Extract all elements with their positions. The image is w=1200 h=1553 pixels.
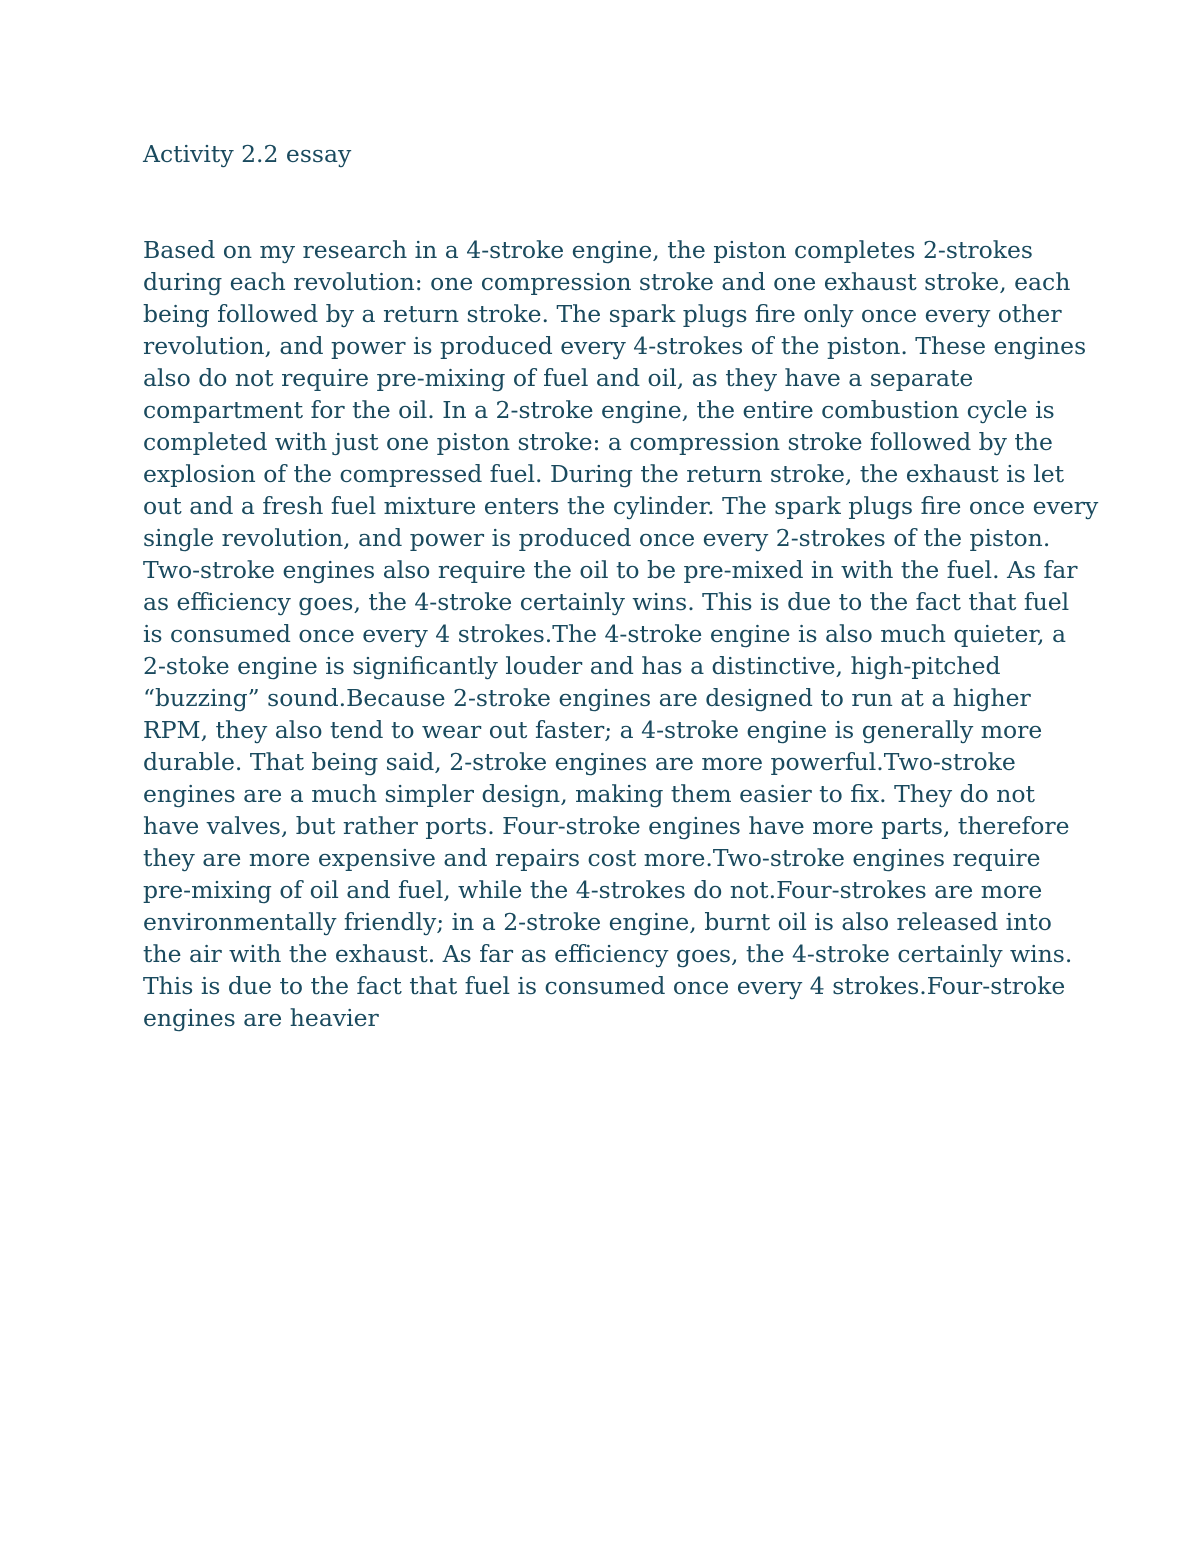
essay-line: completed with just one piston stroke: a compression stroke followed by the: [143, 428, 1053, 456]
essay-line: they are more expensive and repairs cost more.Two-stroke engines require: [143, 844, 1041, 872]
essay-line: during each revolution: one compression stroke and one exhaust stroke, each: [143, 268, 1071, 296]
essay-line: compartment for the oil. In a 2-stroke engine, the entire combustion cycle is: [143, 396, 1055, 424]
essay-line: being followed by a return stroke. The spark plugs fire only once every other: [143, 300, 1062, 328]
essay-line: revolution, and power is produced every 4-strokes of the piston. These engines: [143, 332, 1087, 360]
essay-line: the air with the exhaust. As far as efficiency goes, the 4-stroke certainly wins.: [143, 940, 1073, 968]
essay-line: is consumed once every 4 strokes.The 4-stroke engine is also much quieter, a: [143, 620, 1066, 648]
essay-line: engines are a much simpler design, making them easier to fix. They do not: [143, 780, 1035, 808]
essay-line: pre-mixing of oil and fuel, while the 4-strokes do not.Four-strokes are more: [143, 876, 1043, 904]
essay-line: as efficiency goes, the 4-stroke certainly wins. This is due to the fact that fuel: [143, 588, 1070, 616]
essay-line: This is due to the fact that fuel is consumed once every 4 strokes.Four-stroke: [143, 972, 1066, 1000]
essay-line: Based on my research in a 4-stroke engine, the piston completes 2-strokes: [143, 236, 1033, 264]
essay-line: Two-stroke engines also require the oil to be pre-mixed in with the fuel. As far: [143, 556, 1078, 584]
essay-line: environmentally friendly; in a 2-stroke engine, burnt oil is also released into: [143, 908, 1052, 936]
essay-line: single revolution, and power is produced once every 2-strokes of the piston.: [143, 524, 1051, 552]
essay-line: engines are heavier: [143, 1004, 379, 1032]
essay-line: explosion of the compressed fuel. During the return stroke, the exhaust is let: [143, 460, 1065, 488]
document-title: Activity 2.2 essay: [143, 140, 352, 168]
essay-body: [143, 234, 1099, 1034]
essay-line: out and a fresh fuel mixture enters the cylinder. The spark plugs fire once every: [143, 492, 1099, 520]
essay-line: also do not require pre-mixing of fuel and oil, as they have a separate: [143, 364, 974, 392]
essay-line: 2-stoke engine is significantly louder and has a distinctive, high-pitched: [143, 652, 1001, 680]
essay-line: RPM, they also tend to wear out faster; a 4-stroke engine is generally more: [143, 716, 1043, 744]
essay-line: have valves, but rather ports. Four-stroke engines have more parts, therefore: [143, 812, 1070, 840]
essay-line: “buzzing” sound.Because 2-stroke engines are designed to run at a higher: [143, 684, 1031, 712]
essay-line: durable. That being said, 2-stroke engines are more powerful.Two-stroke: [143, 748, 1016, 776]
